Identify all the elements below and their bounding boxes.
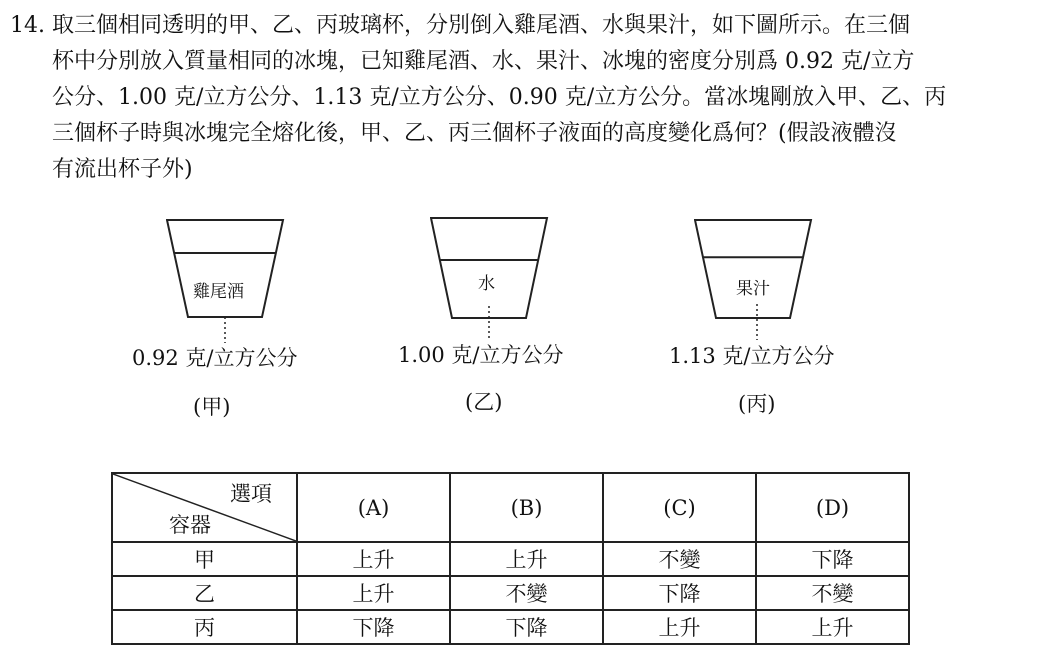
- cup-jia-density: 0.92 克/立方公分: [132, 346, 298, 370]
- table-row: [112, 576, 909, 610]
- row-label: 乙: [112, 576, 297, 610]
- table-cell: 下降: [297, 610, 450, 644]
- question-line-3: 公分、1.00 克/立方公分、1.13 克/立方公分、0.90 克/立方公分。當冰塊剛放入甲、乙、丙: [52, 85, 947, 110]
- question-line-5: 有流出杯子外): [52, 157, 193, 182]
- cup-yi: [430, 216, 550, 342]
- question-number: 14.: [10, 13, 45, 38]
- header-options-label: 選項: [230, 482, 272, 506]
- table-row: [112, 610, 909, 644]
- column-header-a: (A): [297, 473, 450, 542]
- header-container-label: 容器: [169, 513, 211, 537]
- table-cell: 不變: [450, 576, 603, 610]
- cup-bing: [694, 218, 814, 344]
- table-cell: 下降: [603, 576, 756, 610]
- cup-jia-name: (甲): [193, 395, 231, 419]
- cup-jia-drawing: [166, 218, 286, 344]
- table-cell: 不變: [603, 542, 756, 576]
- cup-yi-liquid-label: 水: [478, 274, 495, 294]
- question-line-2: 杯中分別放入質量相同的冰塊，已知雞尾酒、水、果汁、冰塊的密度分別爲 0.92 克/立方: [52, 49, 915, 74]
- cup-bing-density: 1.13 克/立方公分: [669, 344, 835, 368]
- table-header-row: [112, 473, 909, 542]
- table-cell: 上升: [450, 542, 603, 576]
- cup-jia-liquid-label: 雞尾酒: [193, 282, 244, 302]
- table-cell: 上升: [297, 576, 450, 610]
- cup-yi-name: (乙): [465, 390, 503, 414]
- column-header-d: (D): [756, 473, 909, 542]
- table-cell: 上升: [756, 610, 909, 644]
- table-cell: 下降: [450, 610, 603, 644]
- question-text: [52, 8, 1046, 188]
- question-line-4: 三個杯子時與冰塊完全熔化後，甲、乙、丙三個杯子液面的高度變化爲何？(假設液體沒: [52, 121, 897, 146]
- cup-jia: [166, 218, 286, 344]
- column-header-b: (B): [450, 473, 603, 542]
- column-header-c: (C): [603, 473, 756, 542]
- table-cell: 不變: [756, 576, 909, 610]
- options-table: [111, 472, 910, 645]
- cup-bing-liquid-label: 果汁: [736, 279, 770, 299]
- cup-bing-name: (丙): [738, 392, 776, 416]
- table-cell: 上升: [297, 542, 450, 576]
- row-label: 甲: [112, 542, 297, 576]
- row-label: 丙: [112, 610, 297, 644]
- table-row: [112, 542, 909, 576]
- question-line-1: 取三個相同透明的甲、乙、丙玻璃杯，分別倒入雞尾酒、水與果汁，如下圖所示。在三個: [52, 13, 911, 38]
- table-corner-cell: [112, 473, 297, 542]
- table-cell: 下降: [756, 542, 909, 576]
- cup-yi-density: 1.00 克/立方公分: [398, 343, 564, 367]
- table-cell: 上升: [603, 610, 756, 644]
